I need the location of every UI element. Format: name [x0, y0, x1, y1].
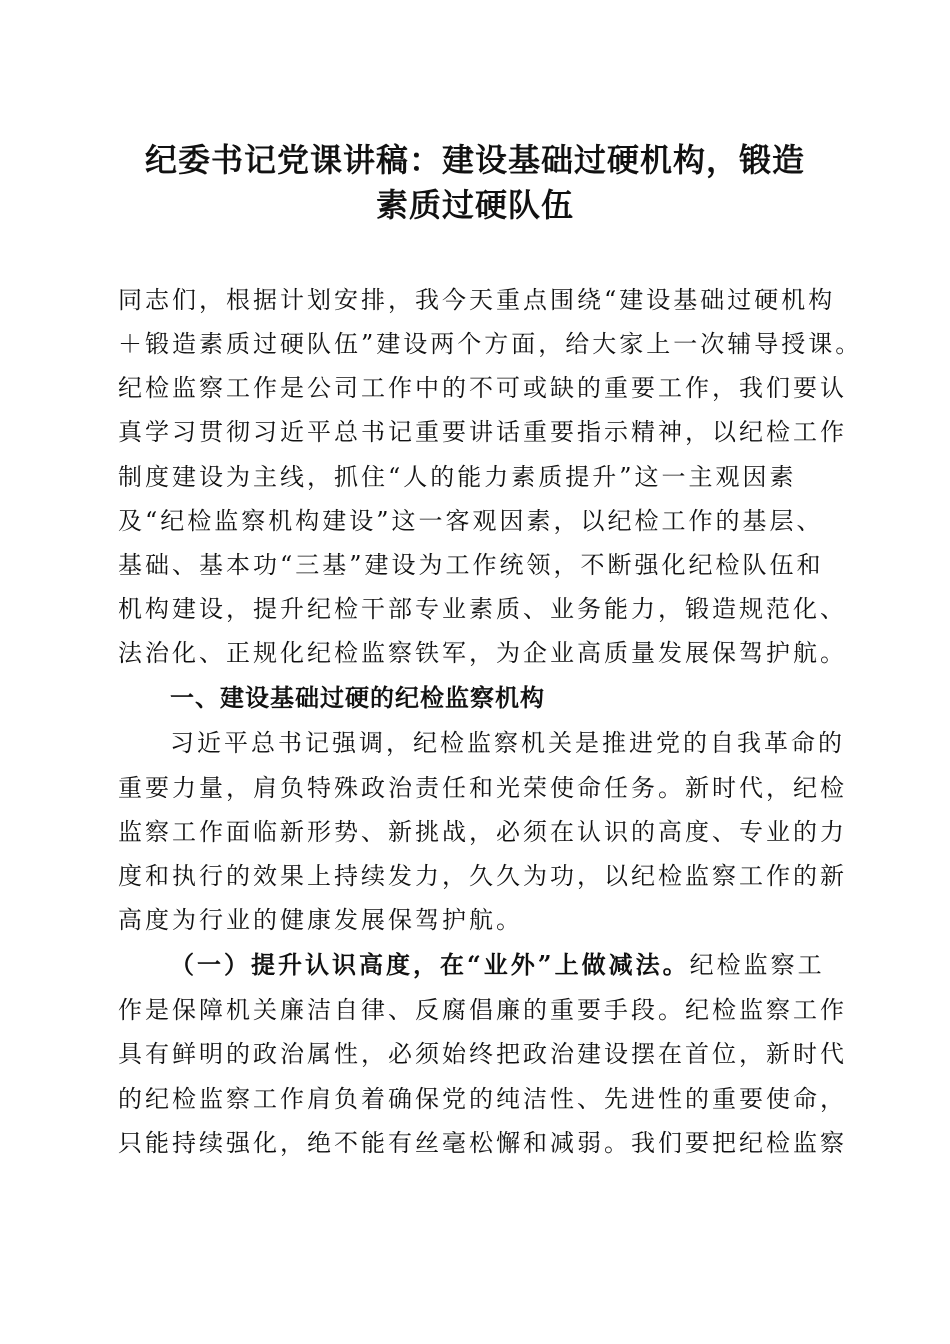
paragraph-line: 的纪检监察工作肩负着确保党的纯洁性、先进性的重要使命， [118, 1085, 847, 1113]
paragraph-line: 真学习贯彻习近平总书记重要讲话重要指示精神，以纪检工作 [118, 418, 847, 446]
paragraph-line: 同志们，根据计划安排，我今天重点围绕“建设基础过硬机构 [118, 286, 836, 314]
paragraph-text: 纪检监察工 [689, 951, 825, 979]
paragraph-line: 及“纪检监察机构建设”这一客观因素，以纪检工作的基层、 [118, 507, 824, 535]
document-title-line-2: 素质过硬队伍 [375, 186, 574, 224]
paragraph-line: 纪检监察工作是公司工作中的不可或缺的重要工作，我们要认 [118, 374, 847, 402]
document-title-line-1: 纪委书记党课讲稿：建设基础过硬机构，锻造 [144, 141, 805, 179]
paragraph-line: 重要力量，肩负特殊政治责任和光荣使命任务。新时代，纪检 [118, 774, 847, 802]
paragraph-line: 法治化、正规化纪检监察铁军，为企业高质量发展保驾护航。 [118, 639, 847, 667]
section-heading: 一、建设基础过硬的纪检监察机构 [170, 684, 545, 712]
paragraph-line: 习近平总书记强调，纪检监察机关是推进党的自我革命的 [170, 729, 845, 757]
paragraph-line: 高度为行业的健康发展保驾护航。 [118, 906, 523, 934]
paragraph-line: 具有鲜明的政治属性，必须始终把政治建设摆在首位，新时代 [118, 1040, 847, 1068]
paragraph-line: ＋锻造素质过硬队伍”建设两个方面，给大家上一次辅导授课。 [118, 330, 863, 358]
subsection-lead: （一）提升认识高度，在“业外”上做减法。 [170, 950, 690, 979]
paragraph-line [170, 950, 825, 980]
paragraph-line: 作是保障机关廉洁自律、反腐倡廉的重要手段。纪检监察工作 [118, 996, 847, 1024]
paragraph-line: 度和执行的效果上持续发力，久久为功，以纪检监察工作的新 [118, 862, 847, 890]
paragraph-line: 监察工作面临新形势、新挑战，必须在认识的高度、专业的力 [118, 818, 847, 846]
paragraph-line: 机构建设，提升纪检干部专业素质、业务能力，锻造规范化、 [118, 595, 847, 623]
paragraph-line: 基础、基本功“三基”建设为工作统领，不断强化纪检队伍和 [118, 551, 824, 579]
paragraph-line: 只能持续强化，绝不能有丝毫松懈和减弱。我们要把纪检监察 [118, 1129, 847, 1157]
paragraph-line: 制度建设为主线，抓住“人的能力素质提升”这一主观因素 [118, 463, 797, 491]
